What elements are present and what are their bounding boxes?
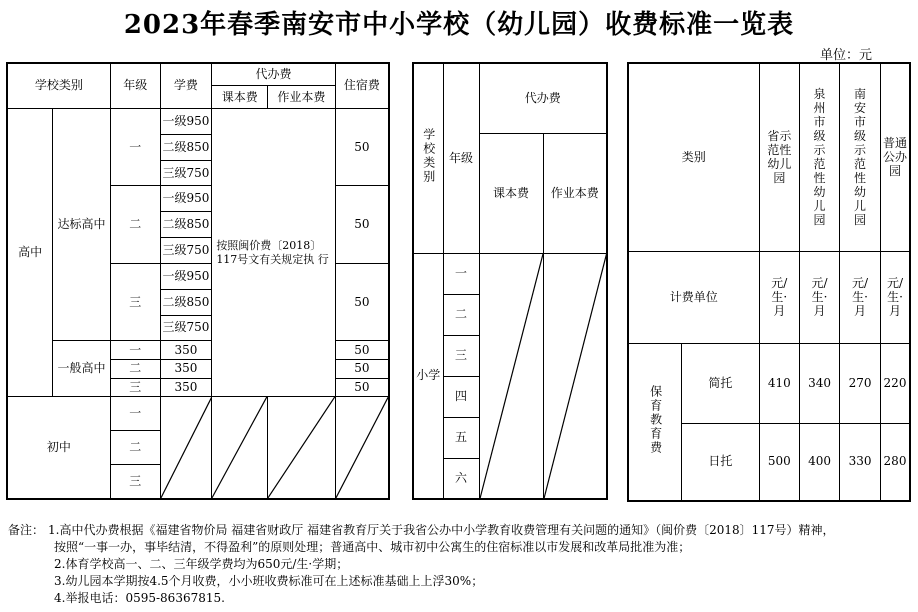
header-textbook: 课本费: [479, 133, 543, 253]
primary-fee-table: [412, 62, 608, 500]
diagonal-cell: [479, 253, 543, 499]
billing-unit: 元/生·月: [800, 251, 840, 343]
category-general-high: 一般高中: [53, 341, 111, 397]
fee-cell: 340: [800, 343, 840, 423]
agency-note: 按照闽价费〔2018〕117号文有关规定执 行: [212, 108, 335, 396]
note-item: 1.高中代办费根据《福建省物价局 福建省财政厅 福建省教育厅关于我省公办中小学教育收费管理有关问题的通知》（闽价费〔2018〕117号）精神，: [48, 523, 835, 537]
care-fee-label: 保育教育费: [628, 343, 682, 501]
tuition-cell: 一级950: [160, 108, 212, 134]
billing-unit: 元/生·月: [881, 251, 911, 343]
tuition-cell: 350: [160, 341, 212, 360]
header-textbook: 课本费: [212, 86, 268, 109]
header-grade: 年级: [443, 63, 479, 253]
kg-type-header: 南安市级示范性幼儿园: [840, 63, 881, 251]
fee-cell: 270: [840, 343, 881, 423]
tuition-cell: 三级750: [160, 238, 212, 264]
category-middle-school: 初中: [7, 397, 110, 499]
page-title: 2023年春季南安市中小学校（幼儿园）收费标准一览表: [123, 10, 795, 40]
grade-cell: 三: [110, 263, 160, 340]
header-workbook: 作业本费: [268, 86, 336, 109]
tuition-cell: 二级850: [160, 134, 212, 160]
grade-cell: 三: [110, 465, 160, 499]
fee-cell: 220: [881, 343, 911, 423]
diagonal-cell: [543, 253, 607, 499]
diagonal-cell: [160, 397, 212, 499]
fee-cell: 330: [840, 423, 881, 501]
boarding-cell: 50: [335, 263, 389, 340]
tuition-cell: 三级750: [160, 315, 212, 341]
tuition-cell: 一级950: [160, 186, 212, 212]
boarding-cell: 50: [335, 341, 389, 360]
header-grade: 年级: [110, 63, 160, 108]
kg-type-header: 普通公办园: [881, 63, 911, 251]
notes-label: 备注：: [8, 523, 45, 537]
tuition-cell: 一级950: [160, 263, 212, 289]
kg-type-header: 省示范性幼儿园: [759, 63, 799, 251]
grade-cell: 一: [110, 397, 160, 431]
notes-section: [8, 522, 913, 607]
diagonal-cell: [335, 397, 389, 499]
boarding-cell: 50: [335, 359, 389, 378]
note-item: 2.体育学校高一、二、三年级学费均为650元/生·学期；: [54, 557, 349, 571]
grade-cell: 二: [443, 294, 479, 335]
grade-cell: 四: [443, 376, 479, 417]
category-dabiao: 达标高中: [53, 108, 111, 340]
fee-cell: 410: [759, 343, 799, 423]
grade-cell: 一: [443, 253, 479, 294]
category-primary: 小学: [413, 253, 443, 499]
diagonal-cell: [268, 397, 336, 499]
fee-cell: 400: [800, 423, 840, 501]
full-care-label: 简托: [682, 343, 759, 423]
boarding-cell: 50: [335, 186, 389, 263]
header-category: 类别: [628, 63, 759, 251]
tuition-cell: 350: [160, 359, 212, 378]
billing-unit: 元/生·月: [759, 251, 799, 343]
header-school-type: 学校类别: [413, 63, 443, 253]
tuition-cell: 350: [160, 378, 212, 397]
billing-unit: 元/生·月: [840, 251, 881, 343]
high-middle-fee-table: [6, 62, 390, 500]
fee-cell: 500: [759, 423, 799, 501]
diagonal-cell: [212, 397, 268, 499]
header-agency-fee: 代办费: [479, 63, 607, 133]
fee-cell: 280: [881, 423, 911, 501]
header-boarding: 住宿费: [335, 63, 389, 108]
tuition-cell: 二级850: [160, 289, 212, 315]
grade-cell: 二: [110, 186, 160, 263]
boarding-cell: 50: [335, 378, 389, 397]
kg-type-header: 泉州市级示范性幼儿园: [800, 63, 840, 251]
note-item: 按照“一事一办，事毕结清，不得盈利”的原则处理；普通高中、城市初中公寓生的住宿标准以市发展和改革局批准为准；: [54, 540, 691, 554]
category-high-school: 高中: [7, 108, 53, 396]
grade-cell: 一: [110, 108, 160, 185]
grade-cell: 一: [110, 341, 160, 360]
billing-unit-label: 计费单位: [628, 251, 759, 343]
header-workbook: 作业本费: [543, 133, 607, 253]
note-item: 3.幼儿园本学期按4.5个月收费，小小班收费标准可在上述标准基础上上浮30%；: [54, 574, 484, 588]
day-care-label: 日托: [682, 423, 759, 501]
grade-cell: 三: [443, 335, 479, 376]
grade-cell: 三: [110, 378, 160, 397]
tuition-cell: 二级850: [160, 212, 212, 238]
grade-cell: 二: [110, 359, 160, 378]
unit-label: 单位：元: [820, 48, 873, 63]
grade-cell: 二: [110, 431, 160, 465]
grade-cell: 六: [443, 458, 479, 499]
kindergarten-fee-table: [627, 62, 911, 502]
boarding-cell: 50: [335, 108, 389, 185]
header-tuition: 学费: [160, 63, 212, 108]
note-item: 4.举报电话：0595-86367815.: [54, 591, 225, 605]
header-agency-fee: 代办费: [212, 63, 335, 86]
grade-cell: 五: [443, 417, 479, 458]
header-school-type: 学校类别: [7, 63, 110, 108]
tuition-cell: 三级750: [160, 160, 212, 186]
